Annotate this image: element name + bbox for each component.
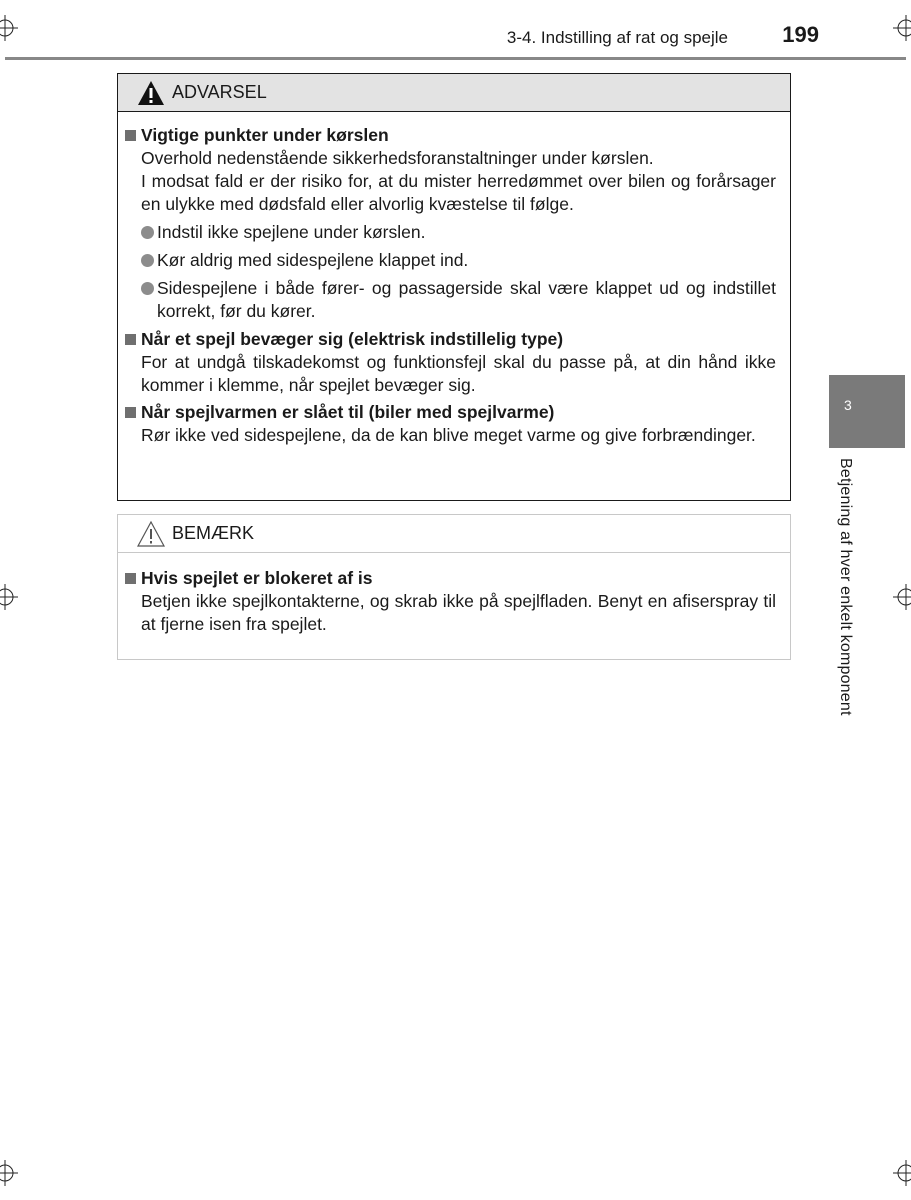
chapter-number: 3: [844, 397, 852, 413]
list-item: Sidespejlene i både fører- og passagerside skal være klappet ud og indstillet korrekt, før du kører.: [125, 277, 776, 323]
warning-paragraph: Overhold nedenstående sikkerhedsforanstaltninger under kørslen. I modsat fald er der risiko for, at du mister herredømmet over bilen og forårsager en ulykke med dødsfald eller alvorlig kvæstelse til følge.: [141, 148, 776, 214]
warning-section-title: Vigtige punkter under kørslen: [125, 124, 776, 147]
bullet-icon: [141, 254, 154, 267]
registration-mark-icon: [0, 1160, 18, 1186]
section-heading: 3-4. Indstilling af rat og spejle: [506, 28, 728, 47]
notice-box: [117, 514, 791, 660]
notice-header: [118, 515, 790, 553]
list-item: Indstil ikke spejlene under kørslen.: [125, 221, 776, 244]
warning-paragraph: Rør ikke ved sidespejlene, da de kan blive meget varme og give forbrændinger.: [141, 425, 756, 445]
header-divider: [5, 57, 906, 60]
notice-paragraph: Betjen ikke spejlkontakterne, og skrab ikke på spejlfladen. Benyt en afiserspray til at fjerne isen fra spejlet.: [141, 591, 776, 634]
notice-label: BEMÆRK: [172, 523, 255, 543]
registration-mark-icon: [0, 15, 18, 41]
bullet-icon: [141, 226, 154, 239]
chapter-tab: [829, 375, 905, 448]
warning-section-title: Når et spejl bevæger sig (elektrisk indstillelig type): [125, 328, 776, 351]
warning-triangle-filled-icon: [136, 79, 166, 107]
chapter-title: Betjening af hver enkelt komponent: [837, 458, 854, 716]
registration-mark-icon: [893, 1160, 911, 1186]
bullet-icon: [141, 282, 154, 295]
list-item: Kør aldrig med sidespejlene klappet ind.: [125, 249, 776, 272]
warning-label: ADVARSEL: [172, 82, 267, 102]
warning-section-title: Når spejlvarmen er slået til (biler med spejlvarme): [125, 401, 776, 424]
page-number: 199: [782, 22, 819, 47]
registration-mark-icon: [0, 584, 18, 610]
warning-box: [117, 73, 791, 501]
warning-triangle-outline-icon: [136, 520, 166, 548]
warning-header: [118, 74, 790, 112]
notice-section-title: Hvis spejlet er blokeret af is: [125, 567, 776, 590]
registration-mark-icon: [893, 15, 911, 41]
registration-mark-icon: [893, 584, 911, 610]
warning-paragraph: For at undgå tilskadekomst og funktionsfejl skal du passe på, at din hånd ikke kommer i klemme, når spejlet bevæger sig.: [141, 352, 776, 395]
